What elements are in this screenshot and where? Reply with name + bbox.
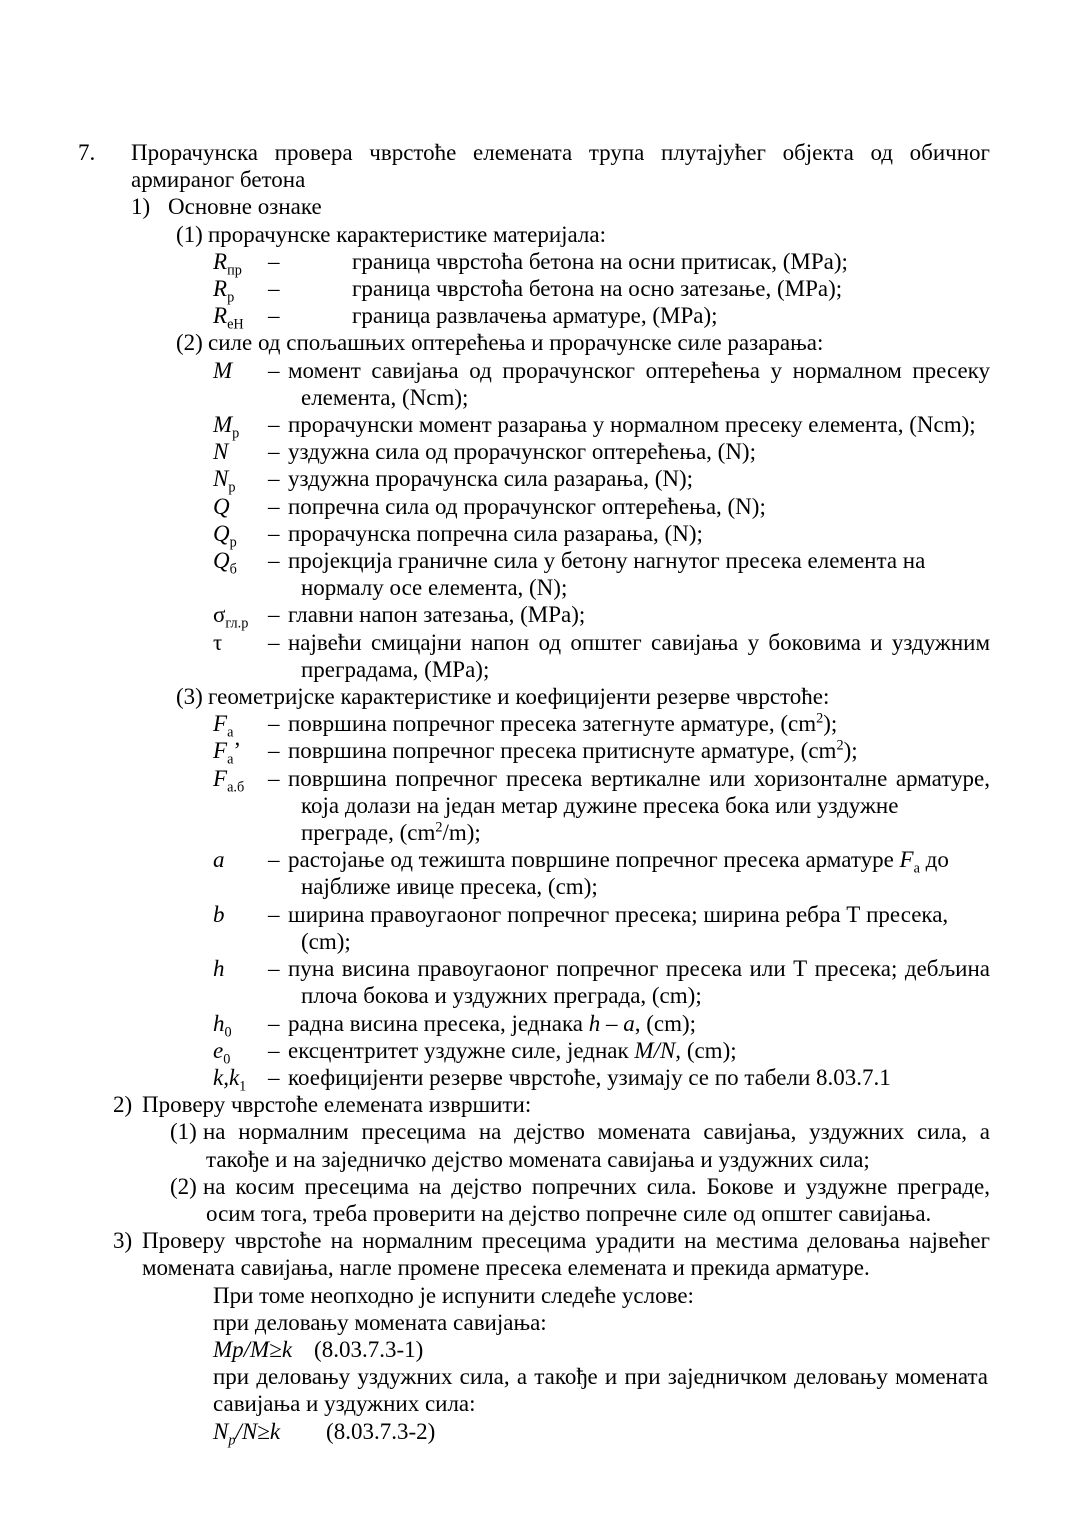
group-1-text: прорачунске карактеристике материјала: [208,221,607,247]
formula-1-reference: (8.03.7.3-1) [314,1336,424,1362]
definition-text: граница развлачења арматуре, (MPa); [352,303,718,329]
group-1-label: (1) [176,221,203,247]
item-2-sub-2 [0,1173,1090,1227]
dash: – [268,276,280,302]
item-3-line-2: момената савијања, нагле промене пресека елемената и прекида арматуре. [142,1255,870,1281]
symbol: $R_{еН}$ [213,303,244,333]
sub-2-label: (2) [170,1173,197,1199]
formula-2-reference: (8.03.7.3-2) [326,1418,436,1444]
definition-text: радна висина пресека, једнака h – a, (cm); [288,1010,697,1036]
symbol: $k,k_1$ [213,1064,247,1095]
closing-p3-line-1: при деловању уздужних сила, а такође и при заједничком деловању момената [213,1364,988,1390]
definition-row [213,737,990,769]
definition-text: момент савијања од прорачунског оптерећења у нормалном пресеку елемента, (Ncm); [288,357,990,410]
group-2-title [176,329,1090,356]
symbol: N [213,439,229,465]
definition-row [213,275,990,306]
symbol: b [213,901,225,927]
definition-text: главни напон затезања, (MPa); [288,602,586,628]
definition-text: површина попречног пресека затегнуте арматуре, $(cm^2)$; [288,710,838,737]
sub-1-line-1: (1) на нормалним пресецима на дејство момената савијања, уздужних сила, а [170,1119,990,1145]
dash: – [268,248,280,274]
symbol: $F_а$’ [213,738,242,769]
definition-text: пројекција граничне сила у бетону нагнутог пресека елемента на нормалу осе елемента, (N); [288,548,926,601]
symbol: $Q_б$ [213,548,237,578]
definition-text: површина попречног пресека притиснуте арматуре, $(cm^2)$; [288,737,858,764]
definition-row [213,846,990,900]
definition-row [213,520,990,551]
symbol: a [213,847,225,873]
heading-line-1: Прорачунска провера чврстоће елемената трупа плутајућег објекта од обичног [131,140,990,165]
definition-row [213,465,990,497]
sub-1-line-2: такође и на заједничко дејство момената савијања и уздужних сила; [206,1146,870,1172]
section-heading [78,139,990,193]
dash: – [268,466,280,492]
symbol: $h_0$ [213,1010,232,1041]
item-2-text: Проверу чврстоће елемената извршити: [142,1092,532,1118]
symbol: $F_а$ [213,711,234,741]
definition-row [213,357,990,411]
dash: – [268,1010,280,1036]
symbol: Q [213,493,230,519]
symbol: $\sigma_{гл.р}$ [213,602,249,633]
symbol: τ [213,629,223,655]
definition-row [213,1064,990,1095]
section-number: 7. [78,140,96,165]
dash: – [268,520,280,546]
definition-row [213,955,990,1009]
dash: – [268,412,280,438]
dash: – [268,956,280,982]
definition-row [213,629,990,683]
group-2-label: (2) [176,330,203,356]
definition-text: највећи смицајни напон од општег савијања у боковима и уздужним преградама, (MPa); [288,629,990,682]
symbol: h [213,956,225,982]
definition-row [213,493,990,520]
dash: – [268,357,280,383]
item-1-title [131,193,1090,220]
definition-text: граница чврстоћа бетона на осни притисак, (MPa); [352,248,848,274]
sub-2-line-2: осим тога, треба проверити на дејство попречне силе од општег савијања. [206,1200,932,1226]
definition-text: попречна сила од прорачунског оптерећења, (N); [288,493,766,519]
symbol: $e_0$ [213,1037,231,1068]
definition-row [213,438,990,465]
definition-row [213,765,990,847]
dash: – [268,629,280,655]
symbol: $F_{а.б}$ [213,765,245,796]
closing-p2: при деловању момената савијања: [213,1309,547,1335]
dash: – [268,439,280,465]
group-2-text: силе од спољашњих оптерећења и прорачунске силе разарања: [208,330,824,356]
dash: – [268,1037,280,1063]
definition-row [213,601,990,633]
definition-text: коефицијенти резерве чврстоће, узимају се по табели 8.03.7.1 [288,1064,891,1090]
sub-2-line-1: (2) на косим пресецима на дејство попречних сила. Бокове и уздужне преграде, [170,1173,990,1199]
definition-text: уздужна сила од прорачунског оптерећења, (N); [288,439,756,465]
definition-row [213,1037,990,1068]
sub-1-label: (1) [170,1119,197,1145]
item-3-label: 3) [113,1228,133,1254]
dash: – [268,765,280,791]
definition-text: граница чврстоћа бетона на осно затезање, (MPa); [352,276,843,302]
item-2-label: 2) [113,1092,133,1118]
dash: – [268,711,280,737]
item-3-line-1: 3) Проверу чврстоће на нормалним пресецима урадити на местима деловања највећег [113,1228,990,1254]
heading-line-2: армираног бетона [131,167,306,193]
definition-row [213,1010,990,1041]
definition-text: ексцентритет уздужне силе, једнак M/N, (cm); [288,1037,737,1063]
group-3-label: (3) [176,684,203,710]
symbol: $M_р$ [213,412,240,442]
item-2-sub-1 [0,1118,1090,1172]
item-3 [0,1227,1090,1281]
definition-text: ширина правоугаоног попречног пресека; ширина ребра Т пресека, (cm); [288,901,949,954]
symbol: $N_р$ [213,466,236,497]
definition-row [213,901,990,955]
dash: – [268,548,280,574]
definition-text: површина попречног пресека вертикалне или хоризонталне арматуре, која долази на један метар дужине пресека бока или уздужне преграде, $(cm^2/m)$; [288,765,990,846]
closing-block [213,1282,1090,1449]
definition-text: прорачунски момент разарања у нормалном пресеку елемента, (Ncm); [288,412,976,438]
definition-row [213,411,990,442]
dash: – [268,602,280,628]
definition-row [213,302,990,333]
formula-1-expression: Mp/M≥k [213,1336,293,1362]
definition-text: пуна висина правоугаоног попречног пресека или Т пресека; дебљина плоча бокова и уздужних преграда, (cm); [288,956,990,1009]
formula-2-expression: $N_p/N\ge k$ [213,1418,281,1449]
formula-2 [213,1418,1090,1449]
symbol: M [213,357,233,383]
definition-row [213,710,990,741]
definition-text: растојање од тежишта површине попречног пресека арматуре $F_а$ до најближе ивице пресека, (cm); [288,847,949,900]
group-3-text: геометријске карактеристике и коефицијенти резерве чврстоће: [208,684,830,710]
dash: – [268,901,280,927]
dash: – [268,847,280,873]
symbol: $R_{пр}$ [213,248,242,279]
closing-p1: При томе неопходно је испунити следеће услове: [213,1282,694,1308]
item-1-label: 1) [131,194,151,220]
definition-row [213,547,990,601]
dash: – [268,738,280,764]
definition-row [213,248,990,279]
closing-p3-line-2: савијања и уздужних сила: [213,1391,476,1417]
dash: – [268,493,280,519]
dash: – [268,1064,280,1090]
formula-1 [213,1336,1090,1363]
group-3-title [176,683,1090,710]
item-1-text: Основне ознаке [168,194,322,220]
definition-text: уздужна прорачунска сила разарања, (N); [288,466,694,492]
document-content [0,139,1090,1449]
item-2-title [113,1091,1090,1118]
symbol: $R_р$ [213,276,235,306]
group-1-title [176,221,1090,248]
dash: – [268,303,280,329]
definition-text: прорачунска попречна сила разарања, (N); [288,520,703,546]
symbol: $Q_р$ [213,520,237,551]
